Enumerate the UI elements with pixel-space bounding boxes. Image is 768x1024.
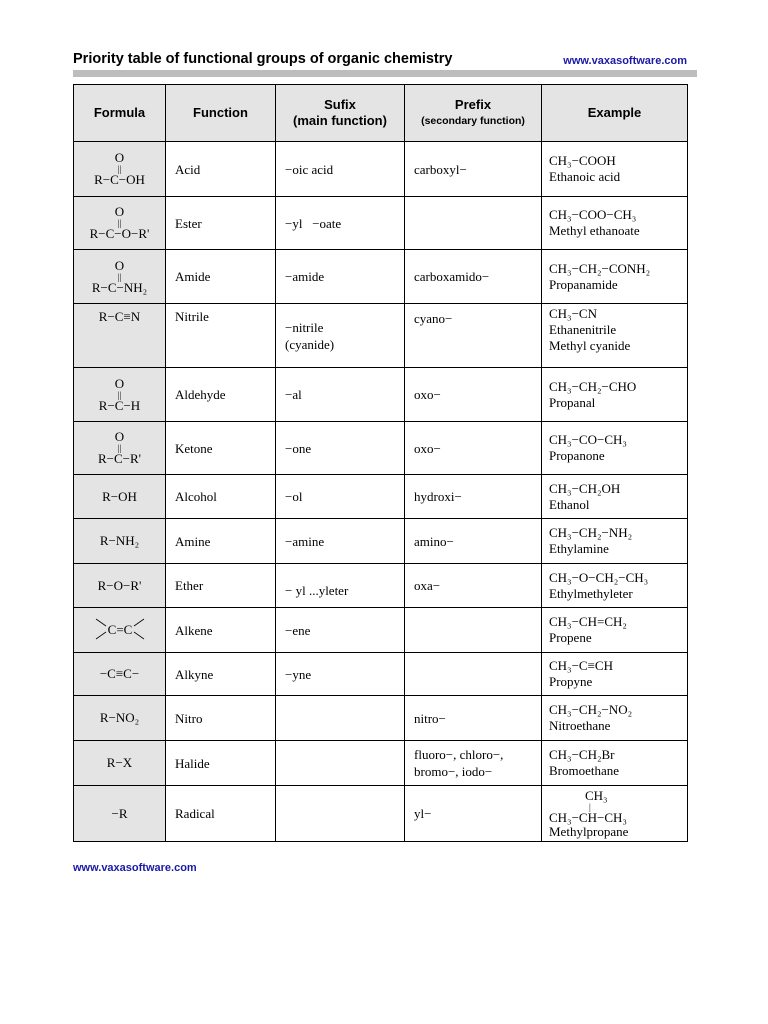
formula-cell xyxy=(74,142,166,197)
table-row xyxy=(74,696,688,741)
header-formula: Formula xyxy=(74,85,166,142)
formula-oxygen: O xyxy=(114,375,125,391)
formula-cell: R−NO₂ xyxy=(74,696,166,741)
example-formula: CH₃−CH₂−NH₂ xyxy=(549,525,633,540)
table-row xyxy=(74,475,688,519)
example-name: Nitroethane xyxy=(549,718,611,733)
function-cell: Alcohol xyxy=(166,475,276,519)
sufix-cell: −amine xyxy=(276,519,405,564)
example-formula: CH₃−CH₂OH xyxy=(549,480,621,496)
alkene-structure-icon xyxy=(90,616,150,642)
function-cell: Alkyne xyxy=(166,653,276,696)
example-formula: CH₃−CH₂Br xyxy=(549,747,615,762)
formula-oxygen: O xyxy=(114,150,125,165)
table-header-row xyxy=(74,85,688,142)
sufix-cell xyxy=(276,741,405,786)
prefix-cell: oxo− xyxy=(405,368,542,422)
sufix-cell: −ol xyxy=(276,475,405,519)
table-row xyxy=(74,608,688,653)
header-prefix-sub: (secondary function) xyxy=(421,115,525,127)
example-cell xyxy=(542,608,688,653)
sufix-text: −nitrile xyxy=(285,319,324,335)
prefix-cell: carboxamido− xyxy=(405,250,542,304)
prefix-cell: cyano− xyxy=(405,304,542,368)
sufix-cell xyxy=(276,304,405,368)
example-formula: CH₃−CO−CH₃ xyxy=(549,432,627,447)
prefix-cell xyxy=(405,741,542,786)
footer-website-link[interactable]: www.vaxasoftware.com xyxy=(73,862,197,874)
prefix-cell: oxa− xyxy=(405,564,542,608)
prefix-cell: yl− xyxy=(405,786,542,842)
example-formula: CH₃−CH₂−NO₂ xyxy=(549,702,633,717)
example-cell xyxy=(542,304,688,368)
table-row xyxy=(74,142,688,197)
header-sufix xyxy=(276,85,405,142)
sufix-cell: −amide xyxy=(276,250,405,304)
table-row xyxy=(74,250,688,304)
sufix-cell xyxy=(276,696,405,741)
function-cell: Aldehyde xyxy=(166,368,276,422)
example-cell xyxy=(542,422,688,475)
example-cell xyxy=(542,250,688,304)
formula-cell xyxy=(74,422,166,475)
example-name: Bromoethane xyxy=(549,763,620,778)
example-name: Ethylmethyleter xyxy=(549,585,633,601)
example-branch-bond: | xyxy=(589,801,591,812)
formula-cell: R−O−R' xyxy=(74,564,166,608)
table-row xyxy=(74,304,688,368)
sufix-cell: −ene xyxy=(276,608,405,653)
formula-double-bond: || xyxy=(117,271,122,282)
example-formula: CH₃−C≡CH xyxy=(549,658,613,673)
function-cell: Nitrile xyxy=(166,304,276,368)
formula-main: R−C−OH xyxy=(94,172,145,187)
formula-cell: −C≡C− xyxy=(74,653,166,696)
function-cell: Acid xyxy=(166,142,276,197)
prefix-cell xyxy=(405,608,542,653)
table-row xyxy=(74,368,688,422)
example-name: Ethanol xyxy=(549,496,590,512)
prefix-cell xyxy=(405,197,542,250)
table-row xyxy=(74,653,688,696)
prefix-text-alt: bromo−, iodo− xyxy=(414,764,493,779)
formula-main: R−C−R' xyxy=(97,451,142,466)
function-cell: Amine xyxy=(166,519,276,564)
example-name: Ethylamine xyxy=(549,541,609,556)
function-cell: Halide xyxy=(166,741,276,786)
example-name: Ethanenitrile xyxy=(549,322,617,337)
example-cell xyxy=(542,741,688,786)
example-cell xyxy=(542,368,688,422)
example-cell xyxy=(542,142,688,197)
sufix-cell: −yl −oate xyxy=(276,197,405,250)
example-cell xyxy=(542,786,688,842)
formula-main: R−C−H xyxy=(98,397,141,413)
example-cell xyxy=(542,696,688,741)
header-sufix-label: Sufix xyxy=(324,97,356,112)
sufix-cell: −one xyxy=(276,422,405,475)
example-name: Ethanoic acid xyxy=(549,169,621,184)
formula-cell xyxy=(74,608,166,653)
function-cell: Nitro xyxy=(166,696,276,741)
prefix-text: fluoro−, chloro−, xyxy=(414,747,504,762)
header-divider xyxy=(73,70,697,77)
function-cell: Ether xyxy=(166,564,276,608)
formula-cell: −R xyxy=(74,786,166,842)
example-cell xyxy=(542,564,688,608)
function-cell: Amide xyxy=(166,250,276,304)
sufix-text-alt: (cyanide) xyxy=(285,336,335,352)
example-formula: CH₃−O−CH₂−CH₃ xyxy=(549,569,649,585)
example-name: Propyne xyxy=(549,674,593,689)
table-row xyxy=(74,741,688,786)
example-formula: CH₃−CH₂−CONH₂ xyxy=(549,260,651,276)
formula-cell xyxy=(74,304,166,368)
table-row xyxy=(74,786,688,842)
example-cell xyxy=(542,475,688,519)
header-prefix-label: Prefix xyxy=(454,97,492,112)
formula-cell xyxy=(74,197,166,250)
formula-double-bond: || xyxy=(117,164,122,174)
sufix-cell: −oic acid xyxy=(276,142,405,197)
example-cell xyxy=(542,653,688,696)
formula-oxygen: O xyxy=(114,204,125,219)
example-formula: CH₃−CN xyxy=(549,306,597,321)
example-name: Propanal xyxy=(549,394,596,410)
header-example: Example xyxy=(542,85,688,142)
example-formula: CH₃−CH=CH₂ xyxy=(549,614,627,629)
sufix-cell: −yne xyxy=(276,653,405,696)
prefix-cell: hydroxi− xyxy=(405,475,542,519)
page-title: Priority table of functional groups of organic chemistry xyxy=(73,51,453,67)
function-cell: Ketone xyxy=(166,422,276,475)
example-formula: CH₃−COOH xyxy=(549,153,616,168)
functional-groups-table xyxy=(73,84,688,842)
table-row xyxy=(74,422,688,475)
formula-cell: R−NH₂ xyxy=(74,519,166,564)
function-cell: Ester xyxy=(166,197,276,250)
example-branch: CH₃ xyxy=(585,787,608,803)
sufix-cell: −al xyxy=(276,368,405,422)
table-row xyxy=(74,564,688,608)
alkene-formula-text: C=C xyxy=(107,621,132,637)
table-row xyxy=(74,197,688,250)
example-cell xyxy=(542,519,688,564)
formula-double-bond: || xyxy=(117,389,122,400)
prefix-cell: oxo− xyxy=(405,422,542,475)
formula-main: R−C−O−R' xyxy=(89,226,150,241)
example-name: Methyl ethanoate xyxy=(549,223,640,238)
formula-cell xyxy=(74,250,166,304)
example-name: Propanamide xyxy=(549,276,618,292)
function-cell: Alkene xyxy=(166,608,276,653)
formula-double-bond: || xyxy=(117,443,122,453)
example-formula: CH₃−CH₂−CHO xyxy=(549,378,637,394)
formula-main: R−C≡N xyxy=(98,309,141,324)
formula-oxygen: O xyxy=(114,257,125,273)
prefix-cell: carboxyl− xyxy=(405,142,542,197)
function-cell: Radical xyxy=(166,786,276,842)
example-formula: CH₃−CH−CH₃ xyxy=(549,809,627,825)
prefix-cell: amino− xyxy=(405,519,542,564)
sufix-cell xyxy=(276,786,405,842)
example-formula: CH₃−COO−CH₃ xyxy=(549,207,637,222)
header-function: Function xyxy=(166,85,276,142)
formula-main: R−C−NH₂ xyxy=(91,279,148,295)
header-website-link[interactable]: www.vaxasoftware.com xyxy=(563,55,687,67)
formula-oxygen: O xyxy=(114,429,125,444)
example-name: Propanone xyxy=(549,448,605,463)
formula-cell: R−OH xyxy=(74,475,166,519)
example-name: Propene xyxy=(549,630,592,645)
header-sufix-sub: (main function) xyxy=(293,113,387,128)
prefix-cell xyxy=(405,653,542,696)
example-name: Methylpropane xyxy=(549,823,629,839)
example-cell xyxy=(542,197,688,250)
sufix-cell: − yl ...yleter xyxy=(276,564,405,608)
formula-cell: R−X xyxy=(74,741,166,786)
header-prefix xyxy=(405,85,542,142)
table-row xyxy=(74,519,688,564)
formula-cell xyxy=(74,368,166,422)
prefix-cell: nitro− xyxy=(405,696,542,741)
formula-double-bond: || xyxy=(117,218,122,228)
example-name-alt: Methyl cyanide xyxy=(549,338,631,353)
